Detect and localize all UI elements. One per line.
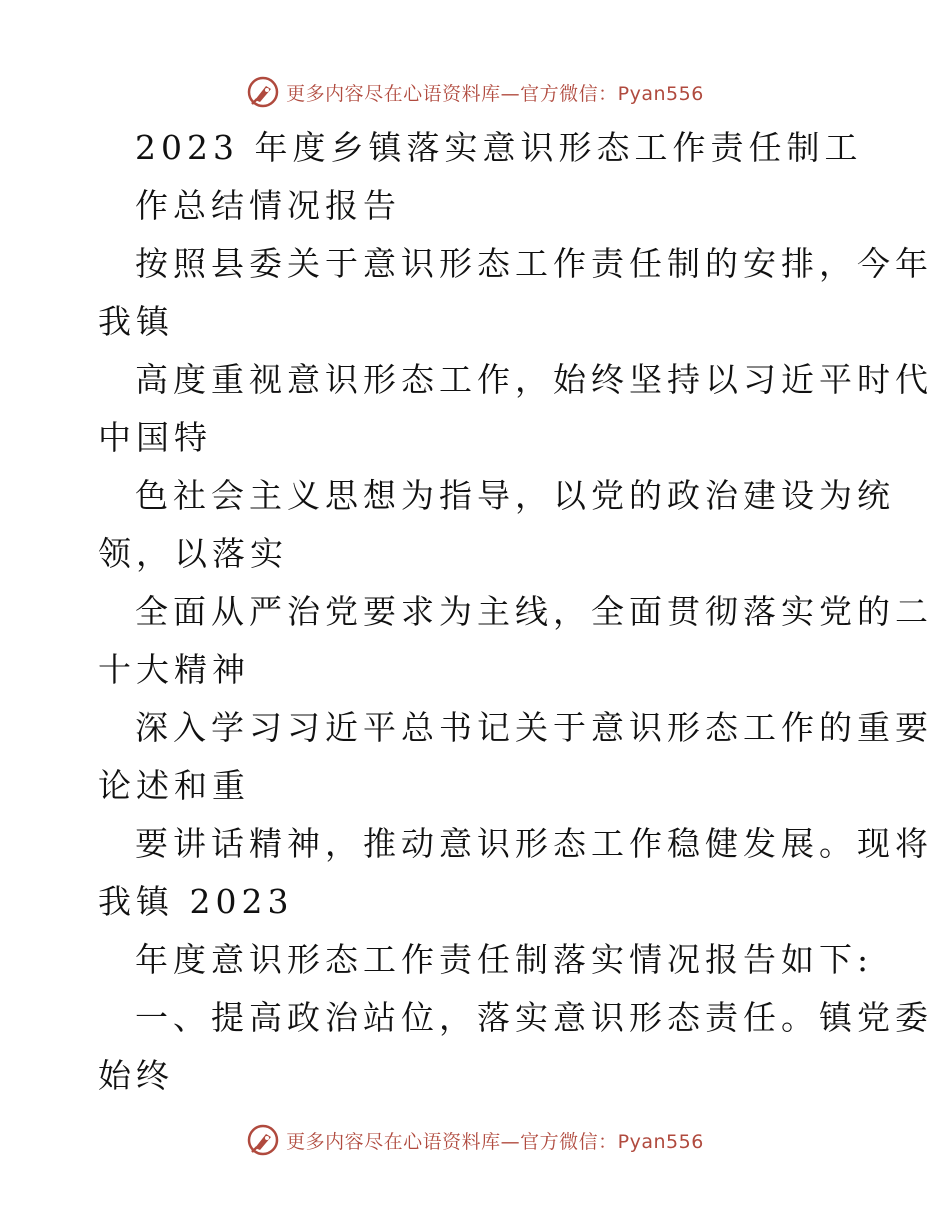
pen-nib-logo-icon (246, 75, 280, 109)
text-line: 我镇 (98, 302, 174, 341)
title-line-1: 2023 年度乡镇落实意识形态工作责任制工 (135, 128, 863, 167)
text-line: 中国特 (98, 418, 212, 457)
text-line: 高度重视意识形态工作，始终坚持以习近平时代 (135, 360, 933, 399)
text-line: 领，以落实 (98, 534, 288, 573)
text-line: 色社会主义思想为指导，以党的政治建设为统 (135, 476, 895, 515)
text-line: 十大精神 (98, 650, 250, 689)
text-line: 一、提高政治站位，落实意识形态责任。镇党委 (135, 998, 933, 1037)
text-line: 要讲话精神，推动意识形态工作稳健发展。现将 (135, 824, 933, 863)
bottom-watermark-banner (0, 1120, 950, 1160)
pen-nib-logo-icon (246, 1123, 280, 1157)
watermark-text: 更多内容尽在心语资料库—官方微信：Pyan556 (286, 82, 704, 105)
text-line: 按照县委关于意识形态工作责任制的安排，今年 (135, 244, 933, 283)
watermark-text: 更多内容尽在心语资料库—官方微信：Pyan556 (286, 1130, 704, 1153)
text-line: 始终 (98, 1056, 174, 1095)
text-line: 全面从严治党要求为主线，全面贯彻落实党的二 (135, 592, 933, 631)
title-line-2: 作总结情况报告 (135, 186, 401, 225)
text-line: 年度意识形态工作责任制落实情况报告如下: (135, 940, 874, 979)
text-line: 我镇 2023 (98, 882, 294, 921)
text-line: 论述和重 (98, 766, 250, 805)
top-watermark-banner (0, 72, 950, 112)
text-line: 深入学习习近平总书记关于意识形态工作的重要 (135, 708, 933, 747)
